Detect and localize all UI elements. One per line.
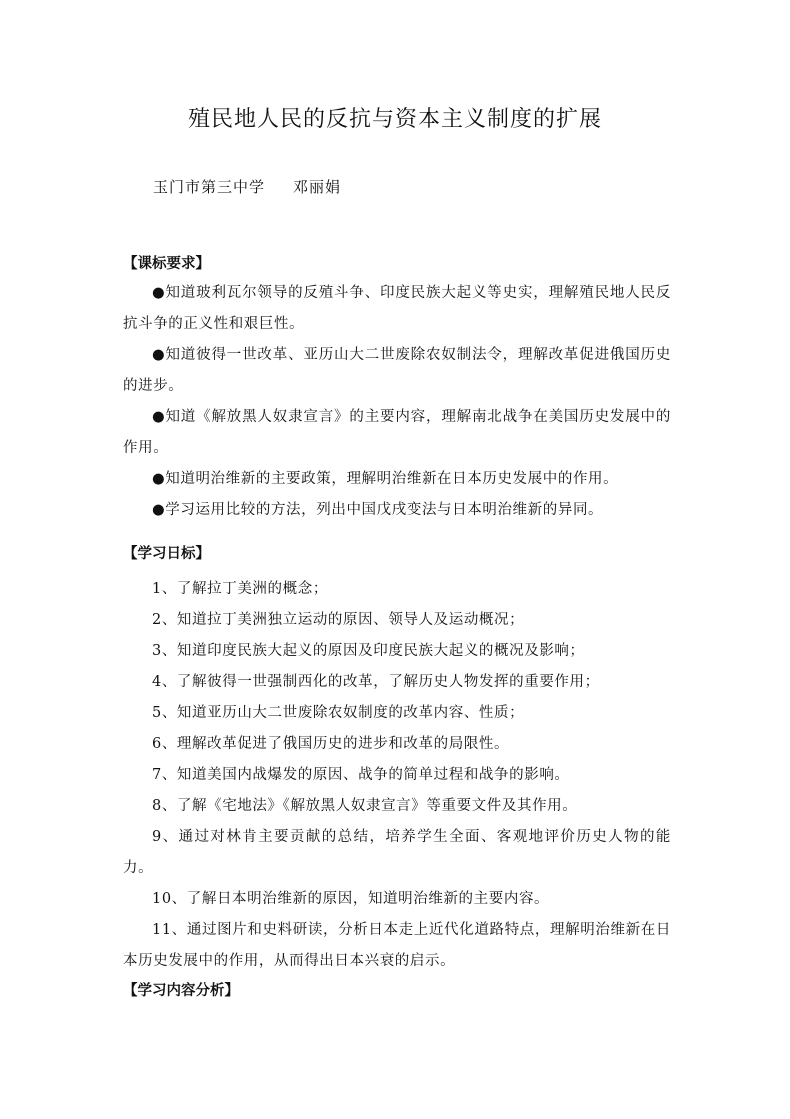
goal-item: 4、了解彼得一世强制西化的改革，了解历史人物发挥的重要作用；	[152, 674, 600, 690]
curriculum-item: ●学习运用比较的方法，列出中国戊戌变法与日本明治维新的异同。	[152, 502, 604, 518]
section-heading-goals: 【学习日标】	[123, 545, 210, 562]
curriculum-item: ●知道彼得一世改革、亚历山大二世废除农奴制法令，理解改革促进俄国历史的进步。	[123, 347, 671, 394]
goal-item: 10、了解日本明治维新的原因，知道明治维新的主要内容。	[152, 891, 550, 907]
author-name: 邓丽娟	[293, 178, 342, 196]
section-heading-curriculum: 【课标要求】	[123, 255, 210, 272]
goal-item: 1、了解拉丁美洲的概念；	[152, 581, 328, 597]
document-body	[123, 250, 671, 1005]
goal-item: 9、通过对林肯主要贡献的总结，培养学生全面、客观地评价历史人物的能力。	[123, 829, 671, 876]
author-line	[153, 176, 341, 197]
curriculum-item: ●知道明治维新的主要政策，理解明治维新在日本历史发展中的作用。	[152, 471, 619, 487]
author-school: 玉门市第三中学	[153, 178, 266, 196]
goal-item: 7、知道美国内战爆发的原因、战争的简单过程和战争的影响。	[152, 767, 570, 783]
goal-item: 5、知道亚历山大二世废除农奴制度的改革内容、性质；	[152, 705, 525, 721]
goal-item: 8、了解《宅地法》《解放黑人奴隶宣言》等重要文件及其作用。	[152, 798, 578, 814]
page-title: 殖民地人民的反抗与资本主义制度的扩展	[187, 107, 602, 132]
goal-item: 11、通过图片和史料研读，分析日本走上近代化道路特点，理解明治维新在日本历史发展中的作用，从而得出日本兴衰的启示。	[123, 922, 671, 969]
curriculum-item: ●知道《解放黑人奴隶宣言》的主要内容，理解南北战争在美国历史发展中的作用。	[123, 409, 671, 456]
goal-item: 3、知道印度民族大起义的原因及印度民族大起义的概况及影响；	[152, 643, 585, 659]
section-heading-analysis: 【学习内容分析】	[123, 982, 239, 999]
goal-item: 6、理解改革促进了俄国历史的进步和改革的局限性。	[152, 736, 510, 752]
goal-item: 2、知道拉丁美洲独立运动的原因、领导人及运动概况；	[152, 612, 525, 628]
curriculum-item: ●知道玻利瓦尔领导的反殖斗争、印度民族大起义等史实，理解殖民地人民反抗斗争的正义性和艰巨性。	[123, 285, 671, 332]
